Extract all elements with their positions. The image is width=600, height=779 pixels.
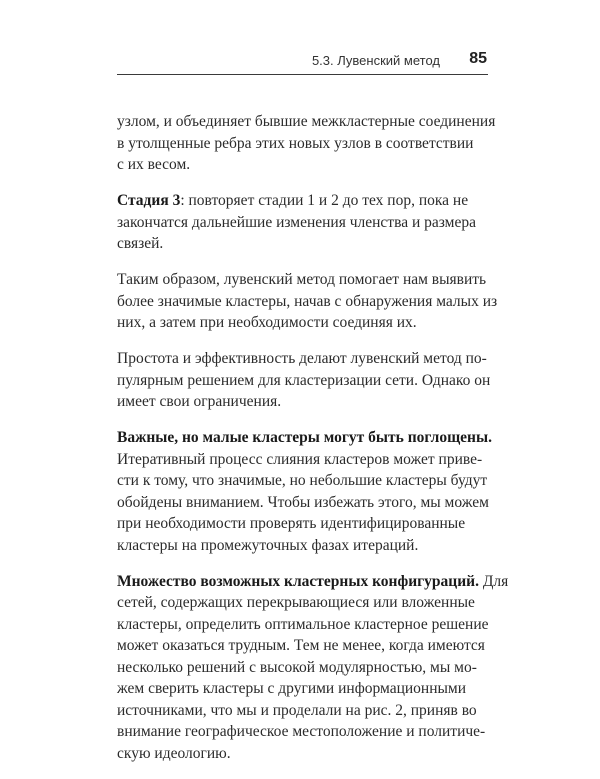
paragraph-3 — [117, 269, 498, 334]
paragraph-stage-3 — [117, 190, 488, 255]
text-line: них, а затем при необходимости соединяя их. — [117, 314, 417, 331]
text-line: связей. — [117, 235, 164, 252]
text-line: в утолщенные ребра этих новых узлов в соответствии — [117, 134, 474, 152]
text-line: Таким образом, лувенский метод помогает нам выявить — [117, 271, 487, 288]
section-heading: Множество возможных кластерных конфигураций. — [117, 572, 479, 590]
text-line: имеет свои ограничения. — [117, 393, 282, 410]
text-line — [117, 190, 488, 212]
text-line: пулярным решением для кластеризации сети. Однако он — [117, 371, 491, 389]
text-line: скую идеологию. — [117, 744, 231, 762]
text-line: Итеративный процесс слияния кластеров может приве- — [117, 450, 483, 468]
body-text — [117, 111, 509, 779]
text-line: жем сверить кластеры с другими информационными — [117, 680, 467, 697]
text-line: несколько решений с высокой модулярностью, мы мо- — [117, 658, 477, 676]
paragraph-small-clusters — [117, 427, 492, 556]
paragraph-configurations — [117, 571, 509, 765]
header-section-title: 5.3. Лувенский метод — [311, 53, 440, 68]
text-line: обойдены вниманием. Чтобы избежать этого, мы можем — [117, 493, 489, 511]
stage-text: : повторяет стадии 1 и 2 до тех пор, пока не — [180, 192, 469, 209]
text-line: узлом, и объединяет бывшие межкластерные соединения — [117, 113, 496, 130]
text-line: Простота и эффективность делают лувенский метод по- — [117, 350, 487, 367]
paragraph-1 — [117, 111, 496, 176]
text-line: более значимые кластеры, начав с обнаружения малых из — [117, 292, 498, 310]
text-line: сти к тому, что значимые, но небольшие кластеры будут — [117, 472, 488, 489]
text-line: кластеры, определить оптимальное кластерное решение — [117, 615, 489, 633]
text-line: при необходимости проверять идентифицированные — [117, 515, 466, 532]
text-line: кластеры на промежуточных фазах итераций. — [117, 536, 419, 554]
text-line: может оказаться трудным. Тем не менее, когда имеются — [117, 637, 485, 654]
text-line: сетей, содержащих перекрывающиеся или вложенные — [117, 594, 475, 611]
paragraph-4 — [117, 348, 491, 413]
section-heading: Важные, но малые кластеры могут быть поглощены. — [117, 429, 492, 446]
stage-label: Стадия 3 — [117, 192, 181, 209]
heading-continuation: Для — [478, 572, 509, 590]
text-line — [117, 571, 509, 593]
text-line: источниками, что мы и проделали на рис. 2, приняв во — [117, 701, 477, 719]
text-line: внимание географическое местоположение и политиче- — [117, 723, 486, 740]
text-line: с их весом. — [117, 156, 191, 173]
running-header — [117, 52, 488, 75]
page-number: 85 — [469, 50, 487, 67]
text-line: закончатся дальнейшие изменения членства и размера — [117, 213, 476, 231]
